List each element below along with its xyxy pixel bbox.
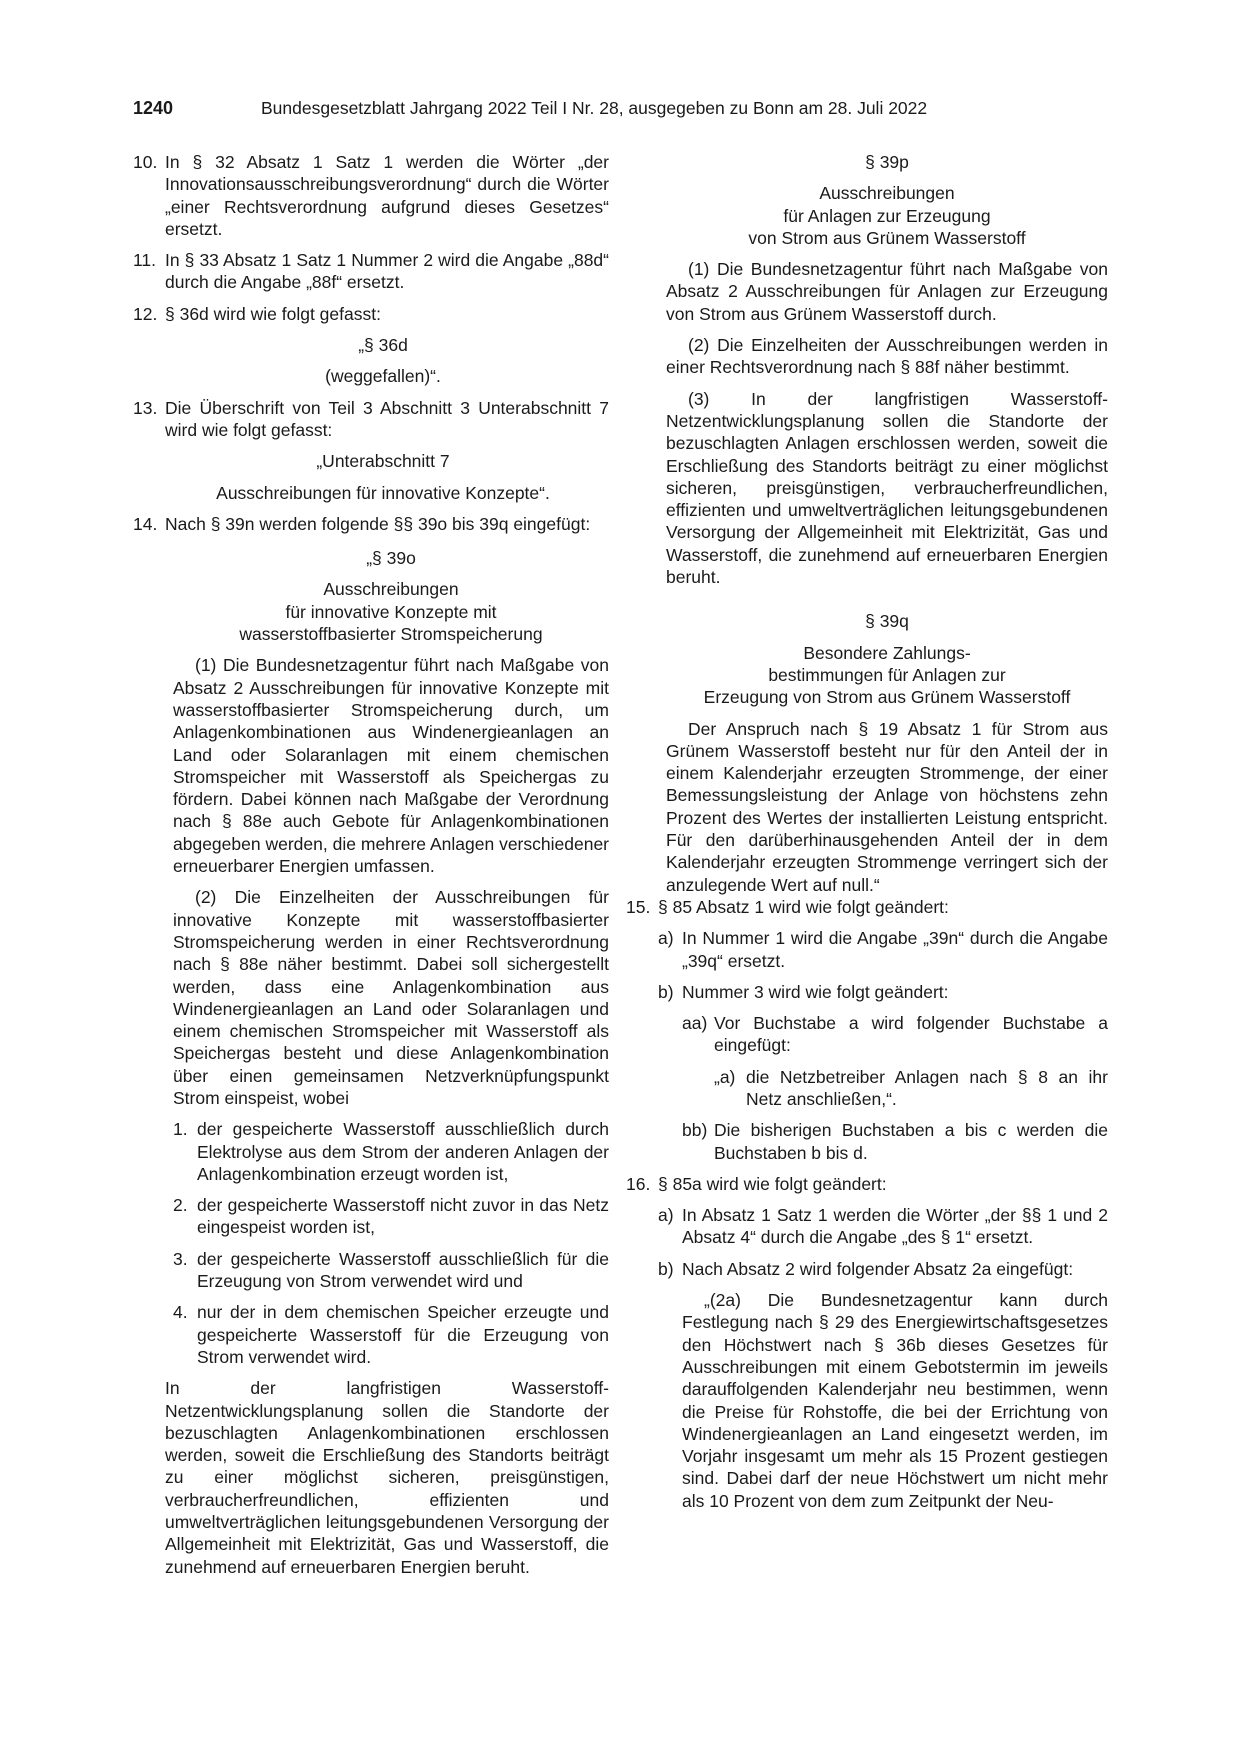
- right-column: [626, 151, 1108, 1512]
- section-title-line: von Strom aus Grünem Wasserstoff: [748, 227, 1026, 248]
- sub-text: Nach Absatz 2 wird folgender Absatz 2a eingefügt:: [682, 1258, 1074, 1279]
- sub-text: In Absatz 1 Satz 1 werden die Wörter „der §§ 1 und 2 Absatz 4“ durch die Angabe „des § 1“ ersetzt.: [682, 1205, 1108, 1248]
- quoted-paragraph-2a: „(2a) Die Bundesnetzagentur kann durch Festlegung nach § 29 des Energiewirtschaftsgesetzes den Höchstwert nach § 36b dieses Gesetzes für Ausschreibungen mit einem Gebotstermin im jeweils darauffolgenden Kalenderjahr neu bestimmen, wenn die Preise für Rohstoffe, die bei der Errichtung von Windenergieanlagen an Land eingesetzt werden, im Vorjahr insgesamt um mehr als 15 Prozent gestiegen sind. Dabei darf der neue Höchstwert um nicht mehr als 10 Prozent von dem zum Zeitpunkt der Neu-: [682, 1290, 1108, 1511]
- enum-item-1: [173, 1118, 609, 1185]
- enum-item-2: [173, 1194, 609, 1239]
- section-title-line: wasserstoffbasierter Stromspeicherung: [239, 624, 543, 645]
- list-item-11: [133, 249, 609, 294]
- list-item-15: [626, 896, 1108, 918]
- sub-letter: b): [658, 981, 674, 1002]
- section-title-line: Erzeugung von Strom aus Grünem Wasserstoff: [703, 687, 1071, 708]
- paragraph-1: (1) Die Bundesnetzagentur führt nach Maßgabe von Absatz 2 Ausschreibungen für innovative Konzepte mit wasserstoffbasierter Stromspeicherung durch, um Anlagenkombinationen aus Windenergieanlagen an Land oder Solaranlagen mit einem chemischen Stromspeicher mit Wasserstoff als Speichergas zu fördern. Dabei können nach Maßgabe der Verordnung nach § 88e auch Gebote für Anlagenkombinationen abgegeben werden, die mehrere Anlagen verschiedener erneuerbarer Energien umfassen.: [173, 655, 609, 877]
- quoted-item-a: [714, 1066, 1108, 1111]
- item-text: § 36d wird wie folgt gefasst:: [165, 303, 381, 324]
- item-number: 16.: [626, 1173, 651, 1194]
- sub-letter: aa): [682, 1013, 708, 1034]
- paragraph-3: (3) In der langfristigen Wasserstoff-Netzentwicklungsplanung sollen die Standorte der bezuschlagten Anlagen erschlossen werden, soweit die Erschließung des Standorts beiträgt zu einer möglichst sicheren, preisgünstigen, verbraucherfreundlichen, effizienten und umweltverträglichen leitungsgebundenen Versorgung der Allgemeinheit mit Elektrizität, Gas und Wasserstoff, die zunehmend auf erneuerbaren Energien beruht.: [666, 388, 1108, 588]
- item-text: Nach § 39n werden folgende §§ 39o bis 39q eingefügt:: [165, 513, 591, 534]
- item-text: In § 33 Absatz 1 Satz 1 Nummer 2 wird die Angabe „88d“ durch die Angabe „88f“ ersetzt.: [165, 250, 609, 293]
- list-item-10: [133, 151, 609, 240]
- sub-text: die Netzbetreiber Anlagen nach § 8 an ihr Netz anschließen,“.: [746, 1066, 1108, 1109]
- sub-item-b: [658, 981, 1108, 1003]
- section-heading: § 39p: [865, 152, 909, 172]
- sub-letter: a): [658, 928, 674, 949]
- list-item-12: [133, 303, 609, 325]
- section-heading: § 39q: [865, 611, 909, 632]
- section-heading: „Unterabschnitt 7: [316, 451, 450, 472]
- enum-text: der gespeicherte Wasserstoff ausschließlich durch Elektrolyse aus dem Strom der anderen Anlagen der Anlagenkombination erzeugt worden ist,: [197, 1119, 609, 1184]
- list-item-13: [133, 397, 609, 442]
- left-column: [133, 151, 609, 1578]
- sub-letter: b): [658, 1258, 674, 1279]
- sub-sub-item-bb: [682, 1119, 1108, 1164]
- enum-text: der gespeicherte Wasserstoff ausschließlich für die Erzeugung von Strom verwendet wird und: [197, 1248, 609, 1292]
- running-title: Bundesgesetzblatt Jahrgang 2022 Teil I Nr. 28, ausgegeben zu Bonn am 28. Juli 2022: [261, 98, 928, 118]
- sub-text: Die bisherigen Buchstaben a bis c werden die Buchstaben b bis d.: [714, 1120, 1108, 1163]
- paragraph-3: In der langfristigen Wasserstoff-Netzentwicklungsplanung sollen die Standorte der bezuschlagten Anlagenkombinationen erschlossen werden, soweit die Erschließung des Standorts beiträgt zu einer möglichst sicheren, preisgünstigen, verbraucherfreundlichen, effizienten und umweltverträglichen leitungsgebundenen Versorgung der Allgemeinheit mit Elektrizität, Gas und Wasserstoff, die zunehmend auf erneuerbaren Energien beruht.: [165, 1378, 609, 1577]
- item-number: 14.: [133, 513, 158, 534]
- section-title-line: Besondere Zahlungs-: [803, 642, 971, 663]
- section-title-line: für innovative Konzepte mit: [285, 601, 497, 622]
- paragraph-1: Der Anspruch nach § 19 Absatz 1 für Strom aus Grünem Wasserstoff besteht nur für den Anteil der in einem Kalenderjahr erzeugten Strommenge, der einer Bemessungsleistung der Anlage von höchstens zehn Prozent des Wertes der installierten Leistung entspricht. Für den darüberhinausgehenden Anteil der in dem Kalenderjahr erzeugten Strommenge verringert sich der anzulegende Wert auf null.“: [666, 718, 1108, 895]
- enum-text: der gespeicherte Wasserstoff nicht zuvor in das Netz eingespeist worden ist,: [197, 1195, 609, 1238]
- sub-sub-item-aa: [682, 1012, 1108, 1057]
- item-text: § 85 Absatz 1 wird wie folgt geändert:: [658, 896, 949, 917]
- item-text: Die Überschrift von Teil 3 Abschnitt 3 Unterabschnitt 7 wird wie folgt gefasst:: [165, 397, 609, 440]
- sub-text: Nummer 3 wird wie folgt geändert:: [682, 981, 949, 1002]
- item-number: 11.: [133, 250, 157, 271]
- list-item-14: [133, 513, 609, 535]
- section-heading: „§ 39o: [366, 548, 416, 569]
- enum-number: 1.: [173, 1119, 188, 1140]
- enum-number: 4.: [173, 1302, 188, 1323]
- item-text: In § 32 Absatz 1 Satz 1 werden die Wörter „der Innovationsausschreibungsverordnung“ durch die Wörter „einer Rechtsverordnung aufgrund dieses Gesetzes“ ersetzt.: [165, 152, 609, 239]
- sub-letter: bb): [682, 1120, 708, 1141]
- section-title: Ausschreibungen für innovative Konzepte“.: [216, 482, 550, 503]
- item-number: 15.: [626, 896, 651, 917]
- sub-letter: a): [658, 1205, 674, 1226]
- item-number: 13.: [133, 397, 158, 418]
- section-title-line: Ausschreibungen: [323, 579, 459, 600]
- section-39o: [173, 547, 609, 1368]
- section-title-line: für Anlagen zur Erzeugung: [783, 205, 991, 226]
- section-title-line: bestimmungen für Anlagen zur: [768, 664, 1006, 685]
- sub-letter: „a): [714, 1066, 736, 1087]
- enum-number: 2.: [173, 1195, 188, 1216]
- sub-item-b: [658, 1258, 1108, 1280]
- enum-text: nur der in dem chemischen Speicher erzeugte und gespeicherte Wasserstoff für die Erzeugung von Strom verwendet wird.: [197, 1302, 609, 1367]
- sub-item-a: [658, 1204, 1108, 1249]
- paragraph-2: (2) Die Einzelheiten der Ausschreibungen werden in einer Rechtsverordnung nach § 88f näher bestimmt.: [666, 335, 1108, 378]
- section-heading: „§ 36d: [358, 335, 408, 356]
- enum-item-4: [173, 1301, 609, 1368]
- sub-text: In Nummer 1 wird die Angabe „39n“ durch die Angabe „39q“ ersetzt.: [682, 928, 1108, 971]
- section-title: (weggefallen)“.: [325, 366, 441, 387]
- item-text: § 85a wird wie folgt geändert:: [658, 1173, 887, 1194]
- sub-item-a: [658, 927, 1108, 972]
- enum-number: 3.: [173, 1248, 188, 1269]
- item-number: 10.: [133, 152, 158, 172]
- enum-item-3: [173, 1248, 609, 1293]
- page-header: [133, 98, 1121, 128]
- list-item-16: [626, 1173, 1108, 1195]
- sub-text: Vor Buchstabe a wird folgender Buchstabe a eingefügt:: [714, 1013, 1108, 1056]
- paragraph-1: (1) Die Bundesnetzagentur führt nach Maßgabe von Absatz 2 Ausschreibungen für Anlagen zur Erzeugung von Strom aus Grünem Wasserstoff durch.: [666, 259, 1108, 324]
- section-title-line: Ausschreibungen: [819, 183, 955, 204]
- item-number: 12.: [133, 303, 158, 324]
- page-number: 1240: [133, 98, 174, 118]
- paragraph-2: (2) Die Einzelheiten der Ausschreibungen für innovative Konzepte mit wasserstoffbasierter Stromspeicherung werden in einer Rechtsverordnung nach § 88e näher bestimmt. Dabei soll sichergestellt werden, dass eine Anlagenkombination aus Windenergieanlagen an Land oder Solaranlagen und einem chemischen Stromspeicher mit Wasserstoff als Speichergas besteht und diese Anlagenkombination über einen gemeinsamen Netzverknüpfungspunkt Strom einspeist, wobei: [173, 887, 609, 1108]
